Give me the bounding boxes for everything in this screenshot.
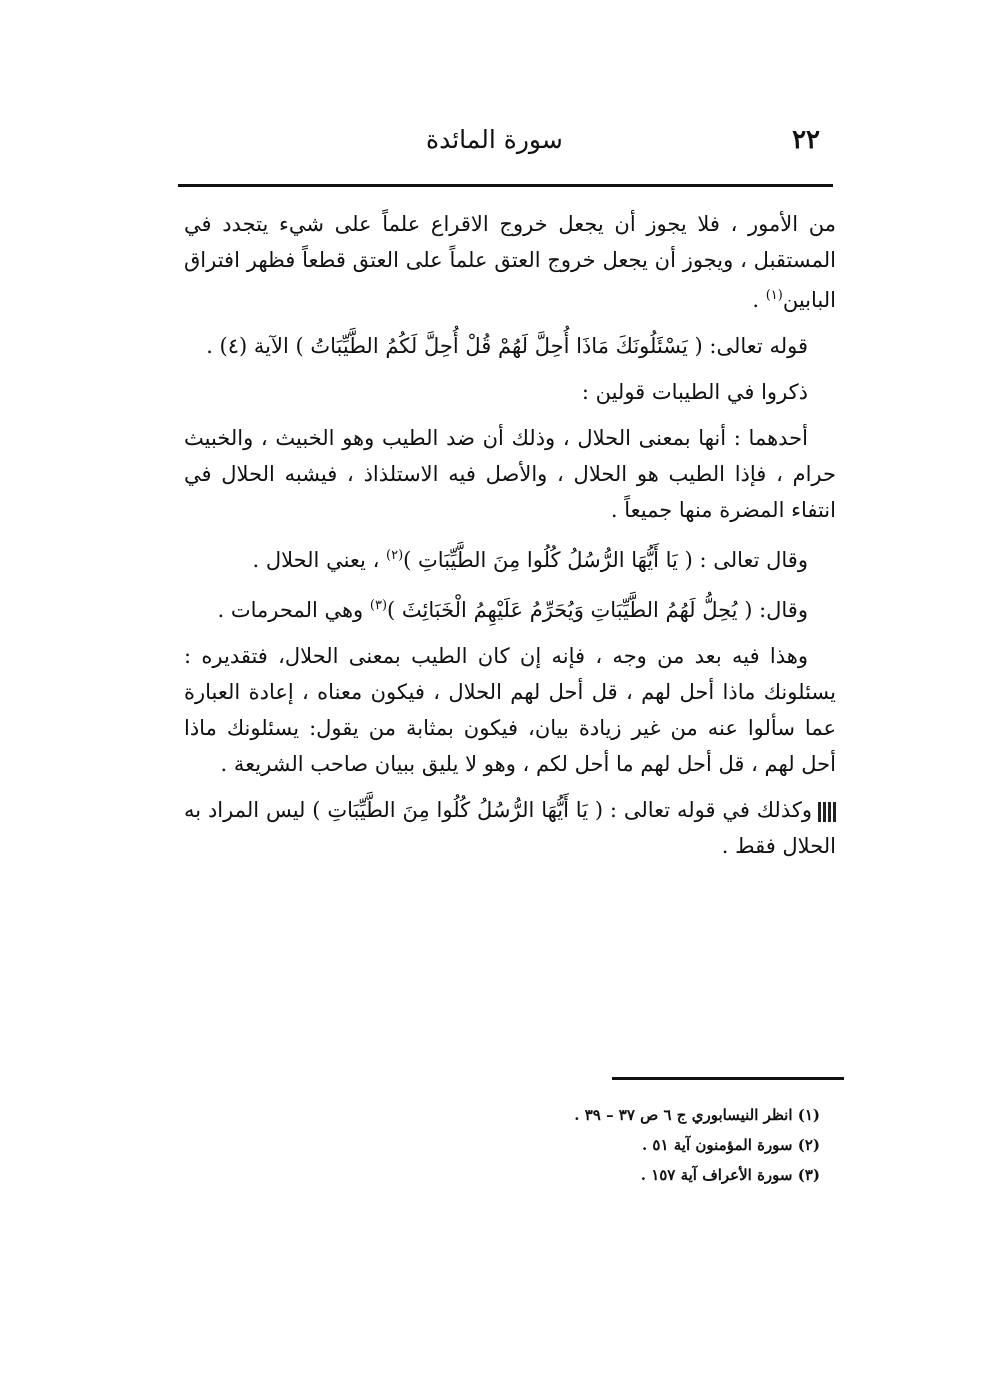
body-text	[184, 206, 836, 874]
footnote: (١) انظر النيسابوري ج ٦ ص ٣٧ – ٣٩ .	[574, 1106, 820, 1124]
paragraph: وكذلك في قوله تعالى : ( يَا أَيُّهَا الرُّسُلُ كُلُوا مِنَ الطَّيِّبَاتِ ) ليس المراد به الحلال فقط .	[184, 798, 836, 858]
footnote-mark: (١)	[765, 288, 783, 303]
footnote-divider	[612, 1077, 844, 1080]
footnote: (٢) سورة المؤمنون آية ٥١ .	[641, 1136, 820, 1154]
page-title: سورة المائدة	[426, 125, 563, 154]
paragraph: وقال: ( يُحِلُّ لَهُمُ الطَّيِّبَاتِ وَيُحَرِّمُ عَلَيْهِمُ الْخَبَائِثَ )$^{(٣)}$ وهي المحرمات .	[217, 598, 808, 622]
paragraph: من الأمور ، فلا يجوز أن يجعل خروج الاقراع علماً على شيء يتجدد في المستقبل ، ويجوز أن يجعل خروج العتق علماً على العتق قطعاً فظهر افتراق البابين$^{(١)}$ .	[184, 212, 836, 312]
paragraph: قوله تعالى: ( يَسْئَلُونَكَ مَاذَا أُحِلَّ لَهُمْ قُلْ أُحِلَّ لَكُمُ الطَّيِّبَاتُ ) الآية (٤) .	[206, 334, 808, 358]
paragraph: أحدهما : أنها بمعنى الحلال ، وذلك أن ضد الطيب وهو الخبيث ، والخبيث حرام ، فإذا الطيب هو الحلال ، والأصل فيه الاستلذاذ ، فيشبه الحلال في انتفاء المضرة منها جميعاً .	[184, 426, 836, 522]
footnote-mark: (٢)	[386, 548, 404, 563]
paragraph: وقال تعالى : ( يَا أَيُّهَا الرُّسُلُ كُلُوا مِنَ الطَّيِّبَاتِ )$^{(٢)}$ ، يعني الحلال .	[252, 548, 808, 572]
paragraph: وهذا فيه بعد من وجه ، فإنه إن كان الطيب بمعنى الحلال، فتقديره : يسئلونك ماذا أحل لهم ، قل أحل لهم الحلال ، فيكون معناه ، إعادة العبارة عما سألوا عنه من غير زيادة بيان، فيكون بمثابة من يقول: يسئلونك ماذا أحل لهم ، قل أحل لهم ما أحل لكم ، وهو لا يليق ببيان صاحب الشريعة .	[184, 644, 836, 776]
page-number: ٢٢	[792, 125, 820, 155]
footnote-mark: (٣)	[369, 598, 388, 613]
footnotes	[300, 1100, 820, 1190]
footnote: (٣) سورة الأعراف آية ١٥٧ .	[640, 1166, 820, 1184]
margin-marker-icon	[818, 802, 836, 822]
header-divider	[178, 184, 833, 187]
paragraph: ذكروا في الطيبات قولين :	[581, 380, 808, 404]
page-header	[178, 125, 848, 175]
